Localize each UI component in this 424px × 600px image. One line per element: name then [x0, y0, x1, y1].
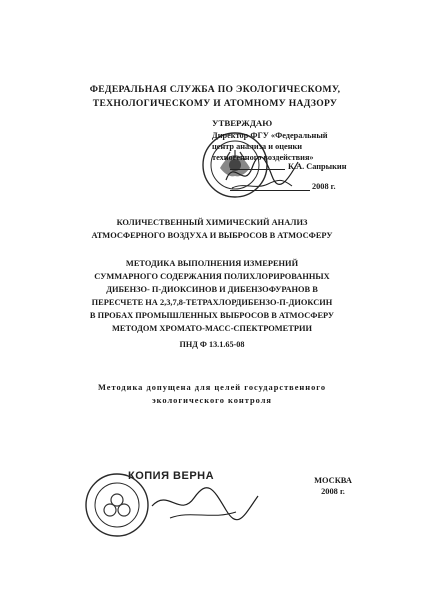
signature-line	[230, 169, 285, 170]
method-line: ДИБЕНЗО- П-ДИОКСИНОВ И ДИБЕНЗОФУРАНОВ В	[106, 285, 318, 294]
analysis-line: КОЛИЧЕСТВЕННЫЙ ХИМИЧЕСКИЙ АНАЛИЗ	[116, 218, 308, 227]
method-line: В ПРОБАХ ПРОМЫШЛЕННЫХ ВЫБРОСОВ В АТМОСФЕРУ	[89, 311, 335, 320]
date-line	[230, 190, 310, 191]
approval-line: техногенного воздействия»	[212, 153, 314, 162]
footer-year: 2008 г.	[321, 487, 345, 496]
approval-block	[212, 118, 382, 163]
document-code: ПНД Ф 13.1.65-08	[179, 340, 245, 349]
approval-year: 2008 г.	[312, 182, 336, 191]
approval-line: Директор ФГУ «Федеральный	[212, 131, 328, 140]
method-title	[40, 257, 384, 335]
permit-line: экологического контроля	[152, 396, 272, 405]
analysis-line: АТМОСФЕРНОГО ВОЗДУХА И ВЫБРОСОВ В АТМОСФЕРУ	[91, 231, 333, 240]
permit-line: Методика допущена для целей государственного	[97, 383, 327, 392]
city: МОСКВА	[314, 476, 352, 485]
method-line: МЕТОДОМ ХРОМАТО-МАСС-СПЕКТРОМЕТРИИ	[112, 324, 312, 333]
approval-word: УТВЕРЖДАЮ	[212, 118, 273, 128]
signer-name: К.А. Сапрыкин	[288, 162, 347, 171]
method-line: МЕТОДИКА ВЫПОЛНЕНИЯ ИЗМЕРЕНИЙ	[125, 259, 299, 268]
copy-signature-icon	[150, 482, 260, 527]
analysis-title	[40, 216, 384, 242]
copy-stamp-text: КОПИЯ ВЕРНА	[128, 470, 215, 482]
approval-line: центр анализа и оценки	[212, 142, 303, 151]
agency-line: ФЕДЕРАЛЬНАЯ СЛУЖБА ПО ЭКОЛОГИЧЕСКОМУ,	[89, 84, 341, 95]
permit-note	[40, 381, 384, 407]
agency-title	[60, 83, 370, 111]
method-line: СУММАРНОГО СОДЕРЖАНИЯ ПОЛИХЛОРИРОВАННЫХ	[94, 272, 330, 281]
footer-city-year	[303, 475, 363, 497]
agency-line: ТЕХНОЛОГИЧЕСКОМУ И АТОМНОМУ НАДЗОРУ	[92, 98, 338, 109]
method-line: ПЕРЕСЧЕТЕ НА 2,3,7,8-ТЕТРАХЛОРДИБЕНЗО-П-ДИОКСИН	[91, 298, 333, 307]
